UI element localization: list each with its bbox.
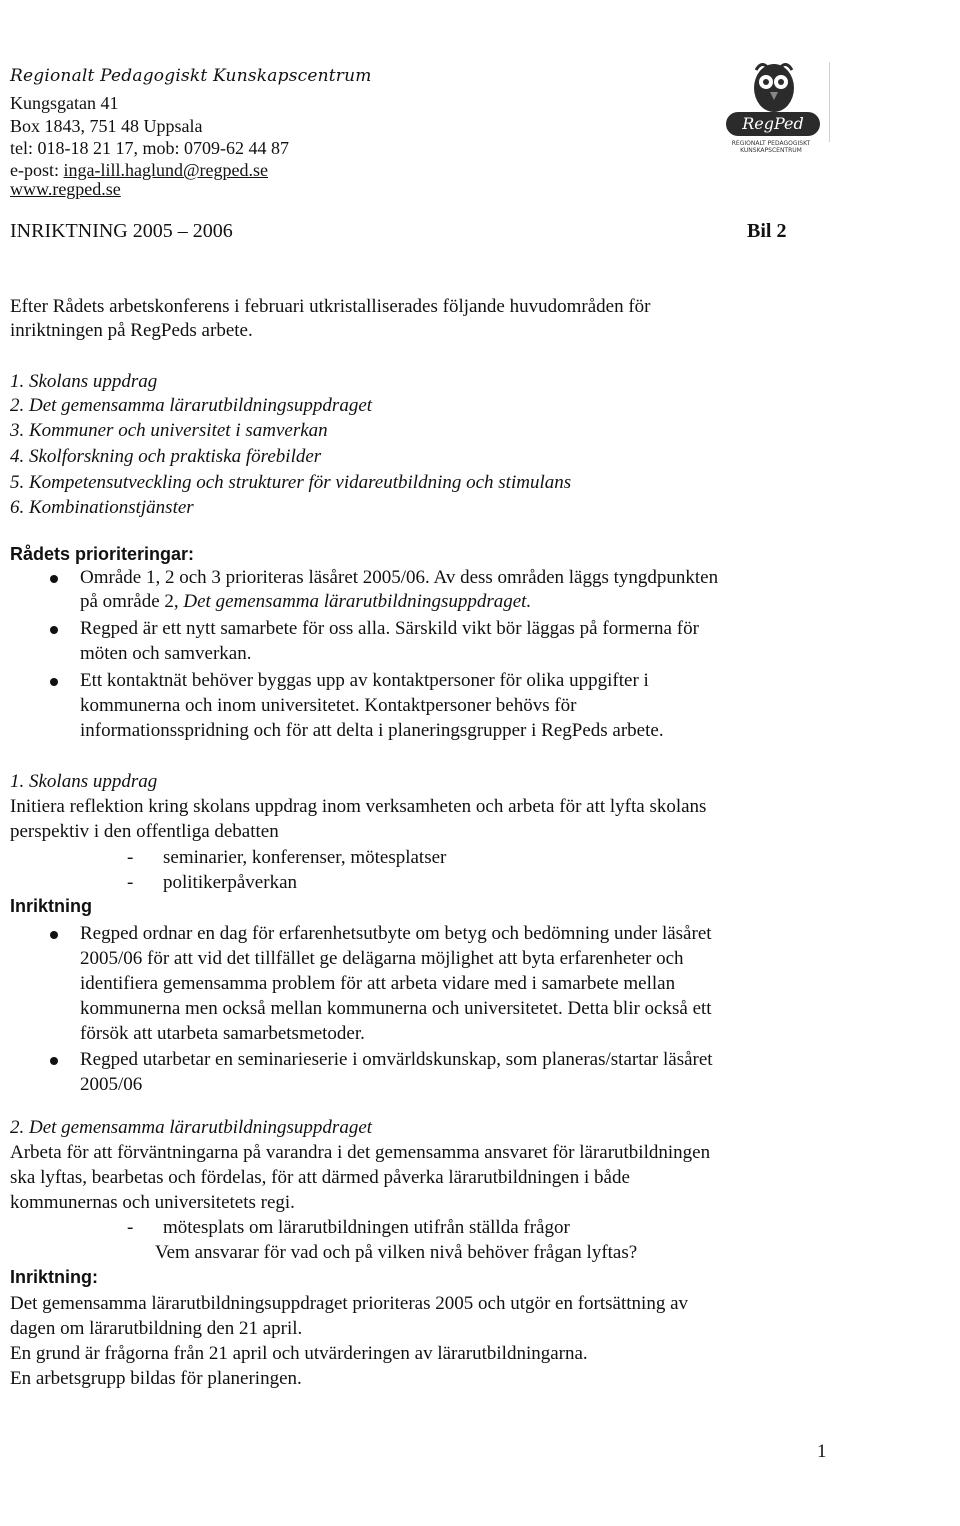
bullet-icon bbox=[50, 626, 58, 634]
section-1-text-line-1: Initiera reflektion kring skolans uppdrag inom verksamheten och arbeta för att lyfta skolans bbox=[10, 796, 707, 817]
page-number: 1 bbox=[817, 1441, 827, 1462]
organization-name: Regionalt Pedagogiskt Kunskapscentrum bbox=[10, 66, 372, 86]
bullet-icon bbox=[50, 931, 58, 939]
priority-3-line-1: Ett kontaktnät behöver byggas upp av kontaktpersoner för olika uppgifter i bbox=[80, 670, 649, 691]
area-item-5: 5. Kompetensutveckling och strukturer för vidareutbildning och stimulans bbox=[10, 472, 572, 493]
regped-logo bbox=[712, 56, 830, 156]
priority-1-line-1: Område 1, 2 och 3 prioriteras läsåret 2005/06. Av dess områden läggs tyngdpunkten bbox=[80, 567, 719, 588]
section-1-bullet-1-line-5: försök att utarbeta samarbetsmetoder. bbox=[80, 1023, 365, 1044]
section-2-inriktning-heading: Inriktning: bbox=[10, 1267, 98, 1287]
phone-line: tel: 018-18 21 17, mob: 0709-62 44 87 bbox=[10, 138, 289, 158]
section-1-bullet-1-line-1: Regped ordnar en dag för erfarenhetsutbyte om betyg och bedömning under läsåret bbox=[80, 923, 712, 944]
section-2-heading: 2. Det gemensamma lärarutbildningsuppdraget bbox=[10, 1117, 373, 1138]
area-item-6: 6. Kombinationstjänster bbox=[10, 497, 194, 518]
section-1-bullet-2-line-1: Regped utarbetar en seminarieserie i omvärldskunskap, som planeras/startar läsåret bbox=[80, 1049, 713, 1070]
priority-3-line-3: informationsspridning och för att delta i planeringsgrupper i RegPeds arbete. bbox=[80, 720, 664, 741]
email-link[interactable]: inga-lill.haglund@regped.se bbox=[63, 160, 269, 180]
logo-subtitle-1: REGIONALT PEDAGOGISKT bbox=[731, 140, 811, 147]
section-1-heading: 1. Skolans uppdrag bbox=[10, 771, 158, 792]
section-1-dash-item-2: politikerpåverkan bbox=[163, 872, 298, 893]
section-2-dash-item-1-cont: Vem ansvarar för vad och på vilken nivå behöver frågan lyftas? bbox=[155, 1242, 638, 1263]
postal-box-line: Box 1843, 751 48 Uppsala bbox=[10, 116, 203, 136]
priority-1-emphasis: Det gemensamma lärarutbildningsuppdraget. bbox=[183, 591, 532, 612]
section-2-paragraph-3: En arbetsgrupp bildas för planeringen. bbox=[10, 1368, 302, 1389]
priority-2-line-2: möten och samverkan. bbox=[80, 643, 252, 664]
document-title: INRIKTNING 2005 – 2006 bbox=[10, 220, 233, 242]
section-2-text-line-3: kommunernas och universitetets regi. bbox=[10, 1192, 295, 1213]
section-1-bullet-1-line-4: kommunerna men också mellan kommunerna och universitetet. Detta blir också ett bbox=[80, 998, 712, 1019]
priorities-heading: Rådets prioriteringar: bbox=[10, 544, 195, 564]
area-item-1: 1. Skolans uppdrag bbox=[10, 371, 158, 392]
section-2-dash-item-1: mötesplats om lärarutbildningen utifrån ställda frågor bbox=[163, 1217, 570, 1238]
attachment-label: Bil 2 bbox=[747, 220, 787, 242]
bullet-icon bbox=[50, 678, 58, 686]
priority-1-text: på område 2, bbox=[80, 591, 184, 612]
section-2-paragraph-1-line-1: Det gemensamma lärarutbildningsuppdraget prioriteras 2005 och utgör en fortsättning av bbox=[10, 1293, 689, 1314]
email-label: e-post: bbox=[10, 160, 64, 180]
section-1-bullet-2-line-2: 2005/06 bbox=[80, 1074, 143, 1095]
area-item-4: 4. Skolforskning och praktiska förebilder bbox=[10, 446, 322, 467]
intro-line-1: Efter Rådets arbetskonferens i februari utkristalliserades följande huvudområden för bbox=[10, 296, 651, 317]
section-1-bullet-1-line-3: identifiera gemensamma problem för att arbeta vidare med i samarbete mellan bbox=[80, 973, 676, 994]
dash-icon: - bbox=[127, 872, 134, 893]
dash-icon: - bbox=[127, 847, 134, 868]
intro-line-2: inriktningen på RegPeds arbete. bbox=[10, 320, 253, 341]
section-2-text-line-1: Arbeta för att förväntningarna på varandra i det gemensamma ansvaret för lärarutbildningen bbox=[10, 1142, 711, 1163]
section-2-text-line-2: ska lyftas, bearbetas och fördelas, för att därmed påverka lärarutbildningen i både bbox=[10, 1167, 630, 1188]
bullet-icon bbox=[50, 575, 58, 583]
bullet-icon bbox=[50, 1057, 58, 1065]
address-line: Kungsgatan 41 bbox=[10, 93, 119, 113]
priority-1-line-2 bbox=[80, 590, 531, 613]
logo-wordmark: RegPed bbox=[742, 114, 804, 133]
section-2-paragraph-2: En grund är frågorna från 21 april och utvärderingen av lärarutbildningarna. bbox=[10, 1343, 588, 1364]
dash-icon: - bbox=[127, 1217, 134, 1238]
section-1-text-line-2: perspektiv i den offentliga debatten bbox=[10, 821, 279, 842]
section-1-bullet-1-line-2: 2005/06 för att vid det tillfället ge delägarna möjlighet att byta erfarenheter och bbox=[80, 948, 684, 969]
section-2-paragraph-1-line-2: dagen om lärarutbildning den 21 april. bbox=[10, 1318, 303, 1339]
area-item-2: 2. Det gemensamma lärarutbildningsuppdraget bbox=[10, 395, 373, 416]
priority-2-line-1: Regped är ett nytt samarbete för oss alla. Särskild vikt bör läggas på formerna för bbox=[80, 618, 699, 639]
website-link[interactable]: www.regped.se bbox=[10, 179, 121, 199]
area-item-3: 3. Kommuner och universitet i samverkan bbox=[10, 420, 328, 441]
section-1-dash-item-1: seminarier, konferenser, mötesplatser bbox=[163, 847, 447, 868]
logo-divider bbox=[829, 62, 830, 142]
section-1-inriktning-heading: Inriktning bbox=[10, 896, 92, 916]
priority-3-line-2: kommunerna och inom universitetet. Kontaktpersoner behövs för bbox=[80, 695, 577, 716]
logo-subtitle-2: KUNSKAPSCENTRUM bbox=[740, 147, 802, 154]
